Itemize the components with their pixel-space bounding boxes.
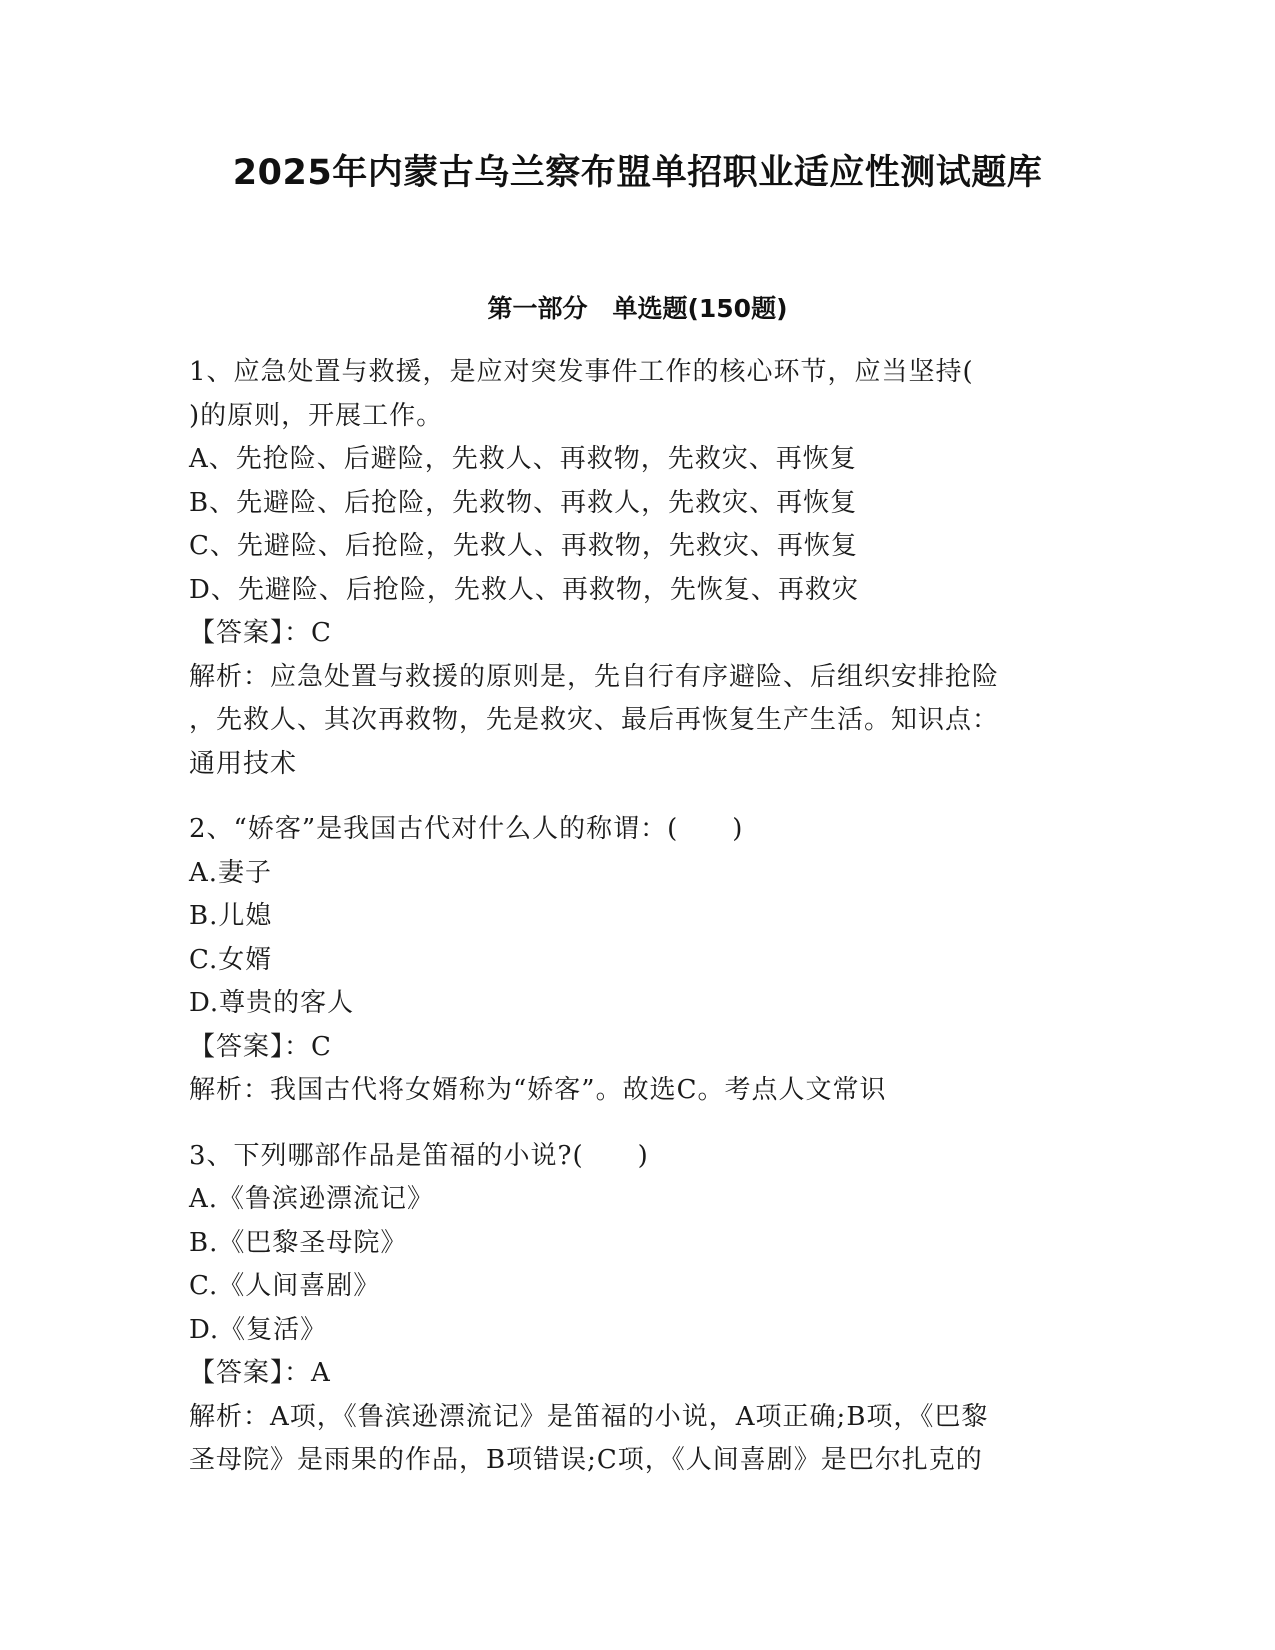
analysis-line: 通用技术 [189,748,298,779]
question-1 [189,351,1089,786]
analysis-line: 解析：A项，《鲁滨逊漂流记》是笛福的小说，A项正确;B项，《巴黎 [189,1401,989,1432]
question-stem-line: )的原则，开展工作。 [189,400,444,431]
option-a: A.《鲁滨逊漂流记》 [189,1184,435,1214]
document-title: 2025年内蒙古乌兰察布盟单招职业适应性测试题库 [232,153,1043,193]
analysis-line: ，先救人、其次再救物，先是救灾、最后再恢复生产生活。知识点： [189,705,1000,735]
option-b: B.《巴黎圣母院》 [189,1227,408,1258]
question-3 [189,1135,1089,1483]
analysis-line: 解析：应急处置与救援的原则是，先自行有序避险、后组织安排抢险 [189,661,1000,692]
question-stem-line: 2、“娇客”是我国古代对什么人的称谓：( ) [189,814,744,844]
question-2 [189,808,1089,1113]
option-d: D.尊贵的客人 [189,988,355,1018]
option-a: A.妻子 [189,857,273,888]
option-d: D.《复活》 [189,1314,328,1345]
analysis-line: 解析：我国古代将女婿称为“娇客”。故选C。考点人文常识 [189,1075,887,1105]
option-c: C.《人间喜剧》 [189,1271,381,1301]
question-stem-line: 1、应急处置与救援，是应对突发事件工作的核心环节，应当坚持( [189,357,974,387]
answer: 【答案】：A [189,1358,331,1388]
option-d: D、先避险、后抢险，先救人、再救物，先恢复、再救灾 [189,574,859,605]
answer: 【答案】：C [189,1031,332,1062]
option-b: B.儿媳 [189,901,273,931]
answer: 【答案】：C [189,618,332,648]
option-b: B、先避险、后抢险，先救物、再救人，先救灾、再恢复 [189,487,858,518]
question-stem-line: 3、下列哪部作品是笛福的小说?( ) [189,1140,649,1171]
section-title: 第一部分 单选题(150题) [487,294,788,323]
analysis-line: 圣母院》是雨果的作品，B项错误;C项，《人间喜剧》是巴尔扎克的 [189,1445,983,1475]
option-c: C、先避险、后抢险，先救人、再救物，先救灾、再恢复 [189,531,858,561]
question-list [189,351,1089,1483]
option-a: A、先抢险、后避险，先救人、再救物，先救灾、再恢复 [189,444,857,474]
option-c: C.女婿 [189,944,273,975]
